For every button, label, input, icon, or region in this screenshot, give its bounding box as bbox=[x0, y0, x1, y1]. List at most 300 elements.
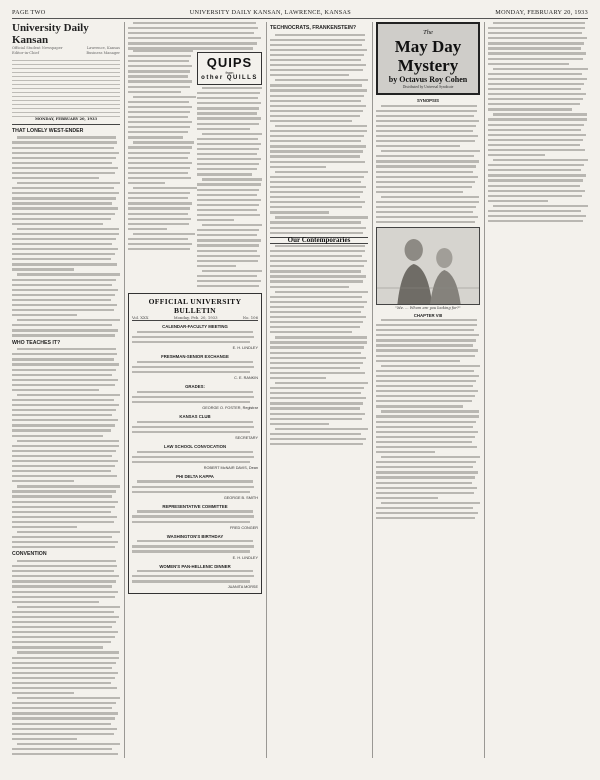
text-line bbox=[197, 255, 260, 257]
text-line bbox=[197, 194, 257, 196]
text-line bbox=[270, 227, 366, 229]
text-line bbox=[270, 221, 361, 223]
text-line bbox=[488, 174, 586, 176]
text-line bbox=[12, 526, 77, 528]
text-line bbox=[488, 220, 583, 222]
text-line bbox=[12, 334, 115, 336]
text-line bbox=[270, 206, 362, 208]
text-line bbox=[275, 291, 368, 293]
text-line bbox=[270, 150, 363, 152]
text-line bbox=[197, 168, 257, 170]
text-line bbox=[376, 201, 479, 203]
column-5 bbox=[488, 22, 588, 758]
text-line bbox=[197, 148, 259, 150]
text-line bbox=[12, 258, 111, 260]
text-line bbox=[128, 60, 189, 62]
story-continued-body bbox=[488, 22, 588, 222]
text-line bbox=[132, 456, 254, 458]
text-line bbox=[12, 460, 118, 462]
text-line bbox=[270, 232, 363, 234]
text-line bbox=[376, 110, 477, 112]
text-line bbox=[270, 120, 352, 122]
text-line bbox=[376, 334, 479, 336]
paper-name: UNIVERSITY DAILY KANSAN, LAWRENCE, KANSAS bbox=[189, 8, 352, 16]
text-line bbox=[270, 413, 365, 415]
bulletin-item-body bbox=[132, 391, 258, 403]
text-line bbox=[17, 182, 120, 184]
bulletin-date: Monday, Feb. 20, 1933 bbox=[173, 315, 218, 321]
text-line bbox=[132, 580, 250, 582]
text-line bbox=[270, 402, 363, 404]
text-line bbox=[12, 692, 74, 694]
text-line bbox=[197, 112, 257, 114]
text-line bbox=[17, 697, 120, 699]
bulletin-title: OFFICIAL UNIVERSITY BULLETIN bbox=[148, 297, 242, 316]
text-line bbox=[137, 540, 253, 542]
text-line bbox=[132, 575, 254, 577]
bulletin-item-heading: FRESHMAN-SENIOR EXCHANGE bbox=[161, 354, 229, 360]
text-line bbox=[12, 358, 114, 360]
text-line bbox=[128, 218, 191, 220]
text-line bbox=[270, 44, 362, 46]
text-line bbox=[270, 397, 366, 399]
bulletin-item-heading: GRADES: bbox=[185, 384, 205, 390]
text-line bbox=[270, 105, 366, 107]
text-line bbox=[12, 363, 119, 365]
text-line bbox=[270, 438, 366, 440]
text-line bbox=[12, 667, 112, 669]
text-line bbox=[12, 455, 112, 457]
text-line bbox=[128, 101, 189, 103]
text-line bbox=[376, 405, 463, 407]
text-line bbox=[197, 153, 257, 155]
contemporaries-body bbox=[270, 245, 368, 445]
bulletin-item-heading: PHI DELTA KAPPA bbox=[176, 473, 214, 479]
text-line bbox=[376, 176, 478, 178]
text-line bbox=[270, 341, 367, 343]
text-line bbox=[197, 275, 257, 277]
text-line bbox=[381, 410, 479, 412]
text-line bbox=[488, 200, 548, 202]
text-line bbox=[270, 407, 360, 409]
text-line bbox=[488, 103, 580, 105]
text-line bbox=[197, 163, 259, 165]
editorial-body-3 bbox=[12, 560, 120, 758]
text-line bbox=[376, 390, 478, 392]
bulletin-item-body bbox=[132, 451, 258, 463]
text-line bbox=[128, 243, 192, 245]
text-line bbox=[488, 149, 585, 151]
text-line bbox=[128, 91, 181, 93]
text-line bbox=[376, 517, 475, 519]
text-line bbox=[270, 443, 363, 445]
masthead-line2-right: Business Manager bbox=[86, 50, 120, 55]
text-line bbox=[376, 436, 475, 438]
text-line bbox=[133, 233, 195, 235]
text-line bbox=[12, 414, 112, 416]
text-line bbox=[488, 118, 587, 120]
text-line bbox=[12, 374, 112, 376]
text-line bbox=[12, 419, 118, 421]
text-line bbox=[132, 431, 250, 433]
text-line bbox=[376, 221, 475, 223]
text-line bbox=[270, 181, 361, 183]
synopsis-heading: SYNOPSIS bbox=[417, 98, 439, 104]
text-line bbox=[12, 424, 115, 426]
text-line bbox=[270, 280, 363, 282]
text-line bbox=[376, 492, 474, 494]
bulletin-item-body bbox=[132, 510, 258, 522]
text-line bbox=[12, 672, 118, 674]
text-line bbox=[376, 155, 474, 157]
text-line bbox=[12, 596, 115, 598]
text-line bbox=[12, 429, 111, 431]
text-line bbox=[17, 319, 120, 321]
text-line bbox=[12, 475, 117, 477]
text-line bbox=[128, 223, 189, 225]
text-line bbox=[376, 115, 474, 117]
text-line bbox=[197, 209, 257, 211]
text-line bbox=[376, 482, 472, 484]
text-line bbox=[376, 370, 474, 372]
editorial-headline-3: CONVENTION bbox=[12, 551, 47, 558]
text-line bbox=[270, 196, 360, 198]
illustration-caption: "Me. ... Whom are you looking for?" bbox=[395, 305, 461, 310]
text-line bbox=[376, 426, 473, 428]
text-line bbox=[202, 87, 262, 89]
text-line bbox=[270, 296, 362, 298]
text-line bbox=[12, 541, 118, 543]
text-line bbox=[197, 234, 257, 236]
text-line bbox=[12, 141, 117, 143]
text-line bbox=[270, 326, 360, 328]
bulletin-item-signature: JUANITA MORSE bbox=[227, 585, 258, 590]
bulletin-item-signature: ROBERT McNAIR DAVIS, Dean bbox=[203, 465, 258, 470]
text-line bbox=[12, 465, 115, 467]
text-line bbox=[132, 426, 254, 428]
text-line bbox=[376, 431, 478, 433]
text-line bbox=[488, 164, 584, 166]
text-line bbox=[376, 120, 479, 122]
bulletin-item-body bbox=[132, 570, 258, 582]
text-line bbox=[488, 169, 581, 171]
text-line bbox=[12, 580, 116, 582]
text-line bbox=[12, 172, 115, 174]
text-line bbox=[12, 511, 111, 513]
text-line bbox=[376, 451, 435, 453]
text-line bbox=[12, 299, 111, 301]
text-line bbox=[197, 244, 259, 246]
text-line bbox=[270, 176, 364, 178]
mayday-title-1: May Day bbox=[394, 37, 462, 56]
text-line bbox=[197, 285, 259, 287]
text-line bbox=[270, 39, 365, 41]
text-line bbox=[132, 521, 250, 523]
text-line bbox=[488, 58, 583, 60]
bulletin-item-signature: FRED CONGER bbox=[229, 525, 258, 530]
bulletin-item-body bbox=[132, 421, 258, 433]
text-line bbox=[376, 191, 463, 193]
text-line bbox=[17, 485, 120, 487]
text-line bbox=[17, 440, 119, 442]
text-line bbox=[128, 86, 190, 88]
chapter-body bbox=[376, 319, 480, 519]
text-line bbox=[12, 167, 118, 169]
bulletin-item-signature: SECRETARY bbox=[235, 435, 258, 440]
text-line bbox=[128, 106, 192, 108]
text-line bbox=[17, 348, 116, 350]
our-contemporaries-heading: Our Contemporaries bbox=[270, 237, 368, 244]
text-line bbox=[133, 50, 193, 52]
text-line bbox=[12, 157, 116, 159]
bulletin-item-signature: GEORGE B. SMITH bbox=[223, 495, 258, 500]
text-line bbox=[376, 206, 476, 208]
text-line bbox=[12, 565, 117, 567]
text-line bbox=[493, 22, 585, 24]
text-line bbox=[376, 216, 478, 218]
bulletin-item-signature: E. H. LINDLEY bbox=[232, 555, 258, 560]
text-line bbox=[381, 319, 477, 321]
text-line bbox=[270, 311, 361, 313]
masthead-line1-right: Lawrence, Kansas bbox=[86, 46, 120, 50]
text-line bbox=[12, 738, 77, 740]
text-line bbox=[128, 126, 190, 128]
text-line bbox=[197, 280, 261, 282]
text-line bbox=[128, 131, 188, 133]
text-line bbox=[132, 396, 254, 398]
text-line bbox=[488, 73, 582, 75]
text-line bbox=[133, 141, 194, 143]
text-line bbox=[128, 42, 257, 44]
text-line bbox=[270, 392, 361, 394]
text-line bbox=[493, 113, 587, 115]
text-line bbox=[12, 304, 117, 306]
text-line bbox=[128, 172, 188, 174]
text-line bbox=[376, 339, 476, 341]
text-line bbox=[128, 146, 192, 148]
text-line bbox=[275, 34, 365, 36]
bulletin-vol: Vol. XXX bbox=[132, 315, 149, 321]
text-line bbox=[12, 399, 114, 401]
text-line bbox=[381, 196, 479, 198]
bulletin-item-heading: WOMEN'S PAN-HELLENIC DINNER bbox=[159, 563, 231, 569]
technocrats-body bbox=[270, 34, 368, 234]
text-line bbox=[376, 140, 475, 142]
text-line bbox=[128, 197, 188, 199]
text-line bbox=[12, 192, 119, 194]
text-line bbox=[202, 270, 262, 272]
mayday-the: The bbox=[423, 29, 433, 36]
text-line bbox=[133, 22, 256, 24]
editorial-body-2 bbox=[12, 348, 120, 548]
text-line bbox=[12, 636, 115, 638]
text-line bbox=[197, 250, 257, 252]
text-line bbox=[270, 377, 326, 379]
text-line bbox=[376, 349, 478, 351]
text-line bbox=[202, 178, 262, 180]
text-line bbox=[488, 129, 581, 131]
text-line bbox=[275, 336, 367, 338]
text-line bbox=[488, 190, 585, 192]
text-line bbox=[137, 331, 253, 333]
text-line bbox=[12, 733, 114, 735]
bulletin-item-body bbox=[132, 540, 258, 552]
text-line bbox=[376, 441, 472, 443]
text-line bbox=[197, 204, 259, 206]
text-line bbox=[270, 74, 349, 76]
col2-top-text bbox=[128, 22, 262, 50]
text-line bbox=[275, 79, 368, 81]
column-rule bbox=[372, 22, 373, 758]
text-line bbox=[270, 250, 365, 252]
text-line bbox=[376, 160, 479, 162]
text-line bbox=[270, 135, 364, 137]
bulletin-item-heading: KANSAS CLUB bbox=[179, 413, 211, 419]
text-line bbox=[197, 143, 261, 145]
text-line bbox=[197, 183, 261, 185]
text-line bbox=[128, 32, 254, 34]
text-line bbox=[128, 136, 183, 138]
text-line bbox=[376, 355, 475, 357]
text-line bbox=[197, 265, 236, 267]
text-line bbox=[128, 202, 192, 204]
text-line bbox=[12, 207, 118, 209]
column-3 bbox=[270, 22, 368, 758]
text-line bbox=[376, 461, 476, 463]
text-line bbox=[12, 279, 116, 281]
text-line bbox=[12, 521, 114, 523]
text-line bbox=[493, 68, 588, 70]
text-line bbox=[17, 743, 120, 745]
text-line bbox=[275, 428, 368, 430]
text-line bbox=[128, 167, 190, 169]
column-rule bbox=[266, 22, 267, 758]
text-line bbox=[12, 570, 114, 572]
text-line bbox=[12, 575, 119, 577]
text-line bbox=[197, 229, 259, 231]
text-line bbox=[137, 361, 253, 363]
text-line bbox=[12, 516, 117, 518]
text-line bbox=[270, 140, 361, 142]
text-line bbox=[128, 75, 188, 77]
quips-body bbox=[197, 87, 262, 287]
text-line bbox=[128, 37, 261, 39]
text-line bbox=[275, 171, 368, 173]
text-line bbox=[12, 379, 118, 381]
text-line bbox=[488, 179, 583, 181]
text-line bbox=[270, 201, 365, 203]
text-line bbox=[270, 357, 366, 359]
text-line bbox=[12, 728, 117, 730]
text-line bbox=[270, 166, 326, 168]
bulletin-item-heading: REPRESENTATIVE COMMITTEE bbox=[162, 503, 228, 509]
page-label: PAGE TWO bbox=[12, 8, 46, 16]
text-line bbox=[488, 42, 584, 44]
text-line bbox=[12, 197, 116, 199]
text-line bbox=[12, 263, 117, 265]
text-line bbox=[12, 329, 118, 331]
text-line bbox=[197, 102, 261, 104]
text-line bbox=[128, 111, 190, 113]
text-line bbox=[381, 502, 480, 504]
text-line bbox=[137, 570, 253, 572]
text-line bbox=[488, 47, 581, 49]
text-line bbox=[488, 37, 587, 39]
text-line bbox=[376, 211, 473, 213]
text-line bbox=[376, 135, 478, 137]
text-line bbox=[12, 314, 77, 316]
text-line bbox=[12, 147, 114, 149]
text-line bbox=[12, 682, 111, 684]
text-line bbox=[197, 214, 260, 216]
text-line bbox=[132, 515, 254, 517]
text-line bbox=[197, 173, 252, 175]
text-line bbox=[488, 134, 586, 136]
bulletin-item-body bbox=[132, 480, 258, 492]
text-line bbox=[12, 162, 112, 164]
text-line bbox=[270, 260, 367, 262]
mayday-author: by Octavus Roy Cohen bbox=[388, 75, 468, 84]
text-line bbox=[197, 138, 258, 140]
page-header bbox=[12, 6, 588, 19]
text-line bbox=[275, 125, 367, 127]
text-line bbox=[12, 506, 115, 508]
text-line bbox=[132, 366, 254, 368]
text-line bbox=[488, 124, 584, 126]
text-line bbox=[17, 228, 119, 230]
text-line bbox=[270, 130, 367, 132]
text-line bbox=[12, 253, 115, 255]
text-line bbox=[376, 375, 479, 377]
text-line bbox=[132, 486, 254, 488]
text-line bbox=[12, 202, 112, 204]
bulletin-item-signature: GEORGE O. FOSTER, Registrar bbox=[202, 405, 258, 410]
text-line bbox=[376, 344, 473, 346]
text-line bbox=[128, 70, 190, 72]
text-line bbox=[17, 651, 119, 653]
text-line bbox=[12, 480, 74, 482]
text-line bbox=[128, 162, 192, 164]
text-line bbox=[270, 59, 361, 61]
text-line bbox=[12, 536, 112, 538]
text-line bbox=[376, 466, 473, 468]
synopsis-body bbox=[376, 105, 480, 225]
text-line bbox=[376, 130, 473, 132]
text-line bbox=[376, 171, 473, 173]
text-line bbox=[17, 273, 120, 275]
text-line bbox=[12, 495, 112, 497]
text-line bbox=[12, 611, 114, 613]
text-line bbox=[137, 421, 253, 423]
text-line bbox=[202, 224, 262, 226]
text-line bbox=[12, 616, 119, 618]
text-line bbox=[270, 100, 361, 102]
text-line bbox=[17, 560, 116, 562]
text-line bbox=[197, 92, 260, 94]
text-line bbox=[133, 96, 196, 98]
text-line bbox=[376, 400, 472, 402]
text-line bbox=[12, 294, 115, 296]
masthead-filler bbox=[12, 57, 120, 117]
text-line bbox=[12, 501, 118, 503]
text-line bbox=[12, 309, 114, 311]
bulletin-item-heading: CALENDAR-FACULTY MEETING bbox=[162, 324, 228, 330]
column-rule bbox=[124, 22, 125, 758]
quips-title: QUIPS bbox=[206, 55, 253, 70]
text-line bbox=[376, 324, 477, 326]
text-line bbox=[12, 748, 112, 750]
text-line bbox=[12, 353, 117, 355]
